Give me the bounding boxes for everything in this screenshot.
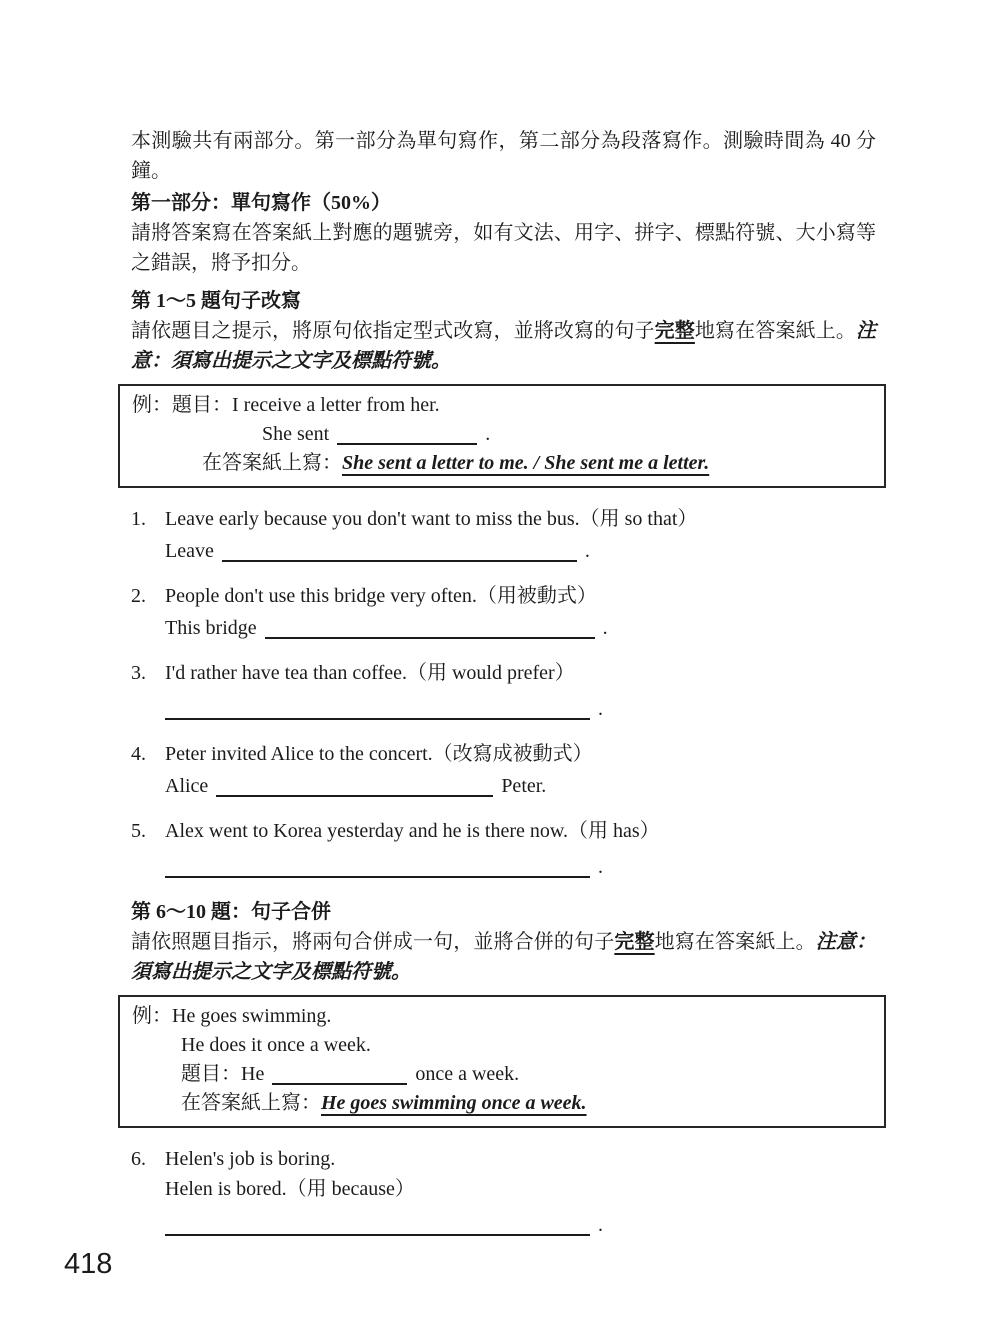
question-body (165, 658, 876, 724)
combine-instr-note: 注意：須寫出提示之文字及標點符號。 (131, 931, 877, 983)
question-body (165, 581, 876, 643)
question-text: Leave early because you don't want to miss the bus.（用 so that） (165, 508, 698, 530)
answer-fill-line (165, 613, 876, 643)
example-answer-line (181, 1089, 872, 1118)
combine-example-box (118, 995, 886, 1128)
example-label: 例： (132, 1005, 172, 1027)
example-fill-line (262, 420, 872, 449)
blank-line (216, 775, 493, 797)
example-prompt-line (132, 391, 872, 420)
example-sentence1-line (132, 1002, 872, 1031)
question-number: 3. (131, 662, 146, 684)
blank-line (265, 617, 595, 639)
example-answer-text: She sent a letter to me. / She sent me a letter. (342, 452, 710, 474)
question-body (165, 739, 876, 801)
rewrite-instructions (131, 316, 876, 376)
answer-post: . (598, 1214, 603, 1236)
example-prompt-line (181, 1060, 872, 1089)
example-sentence1: He goes swimming. (172, 1005, 332, 1027)
question-item-6 (131, 1144, 876, 1240)
rewrite-section-heading: 第 1～5 題句子改寫 (131, 290, 301, 312)
combine-items (131, 1144, 876, 1240)
part1-heading: 第一部分：單句寫作（50%） (131, 192, 391, 214)
rewrite-items (131, 504, 876, 882)
example-fill-post: . (485, 423, 491, 445)
answer-fill-line (165, 694, 876, 724)
combine-instructions (131, 927, 876, 987)
rewrite-example-box (118, 384, 886, 488)
example-answer-line (202, 449, 872, 478)
answer-post: . (598, 698, 603, 720)
question-item-5 (131, 816, 876, 882)
combine-section-heading: 第 6～10 題：句子合併 (131, 901, 331, 923)
answer-fill-line (165, 1210, 876, 1240)
question-item-3 (131, 658, 876, 724)
example-answer-label: 在答案紙上寫： (202, 452, 342, 474)
answer-fill-line (165, 771, 876, 801)
answer-pre: Leave (165, 540, 214, 562)
rewrite-instr-note: 注意：須寫出提示之文字及標點符號。 (131, 320, 877, 372)
answer-post: . (602, 617, 608, 639)
question-text: I'd rather have tea than coffee.（用 would prefer） (165, 662, 575, 684)
question-body (165, 504, 876, 566)
blank-line (165, 1214, 590, 1236)
page-content (131, 126, 876, 1255)
answer-post: . (584, 540, 590, 562)
example-prompt-text: I receive a letter from her. (232, 394, 440, 416)
blank-line (272, 1063, 407, 1085)
combine-instr-tail: 地寫在答案紙上。 (654, 931, 816, 953)
example-prompt-label: 題目：He (181, 1063, 265, 1085)
question-item-2 (131, 581, 876, 643)
question-sentence1: Helen's job is boring. (165, 1148, 336, 1170)
blank-line (165, 856, 590, 878)
question-number: 5. (131, 820, 146, 842)
example-answer-text: He goes swimming once a week. (321, 1092, 587, 1114)
question-number: 4. (131, 743, 146, 765)
page-number: 418 (64, 1248, 113, 1280)
answer-fill-line (165, 536, 876, 566)
intro-paragraph: 本測驗共有兩部分。第一部分為單句寫作，第二部分為段落寫作。測驗時間為 40 分鐘。 (131, 130, 876, 182)
question-item-1 (131, 504, 876, 566)
question-number: 2. (131, 585, 146, 607)
blank-line (337, 423, 477, 445)
question-text: People don't use this bridge very often.（用被動式） (165, 585, 597, 607)
rewrite-instr-lead: 請依題目之提示，將原句依指定型式改寫，並將改寫的句子 (131, 320, 655, 342)
rewrite-instr-emphasis: 完整 (654, 320, 695, 342)
part1-instructions: 請將答案寫在答案紙上對應的題號旁，如有文法、用字、拼字、標點符號、大小寫等之錯誤，將予扣分。 (131, 222, 876, 274)
example-sentence2-line (181, 1031, 872, 1060)
question-number: 1. (131, 508, 146, 530)
rewrite-instr-tail: 地寫在答案紙上。 (694, 320, 857, 342)
question-body (165, 1144, 876, 1240)
question-sentence2: Helen is bored.（用 because） (165, 1178, 415, 1200)
question-number: 6. (131, 1148, 146, 1170)
combine-instr-lead: 請依照題目指示，將兩句合併成一句，並將合併的句子 (131, 931, 615, 953)
combine-instr-emphasis: 完整 (614, 931, 655, 953)
answer-fill-line (165, 852, 876, 882)
example-answer-label: 在答案紙上寫： (181, 1092, 321, 1114)
question-body (165, 816, 876, 882)
answer-pre: Alice (165, 775, 209, 797)
answer-post: Peter. (501, 775, 547, 797)
question-text: Alex went to Korea yesterday and he is there now.（用 has） (165, 820, 660, 842)
blank-line (222, 540, 577, 562)
question-text: Peter invited Alice to the concert.（改寫成被動式） (165, 743, 593, 765)
answer-pre: This bridge (165, 617, 257, 639)
blank-line (165, 698, 590, 720)
example-prompt-post: once a week. (415, 1063, 520, 1085)
example-prompt-label: 例：題目： (132, 394, 232, 416)
question-item-4 (131, 739, 876, 801)
example-sentence2: He does it once a week. (181, 1034, 371, 1056)
answer-post: . (598, 856, 603, 878)
example-fill-pre: She sent (262, 423, 330, 445)
